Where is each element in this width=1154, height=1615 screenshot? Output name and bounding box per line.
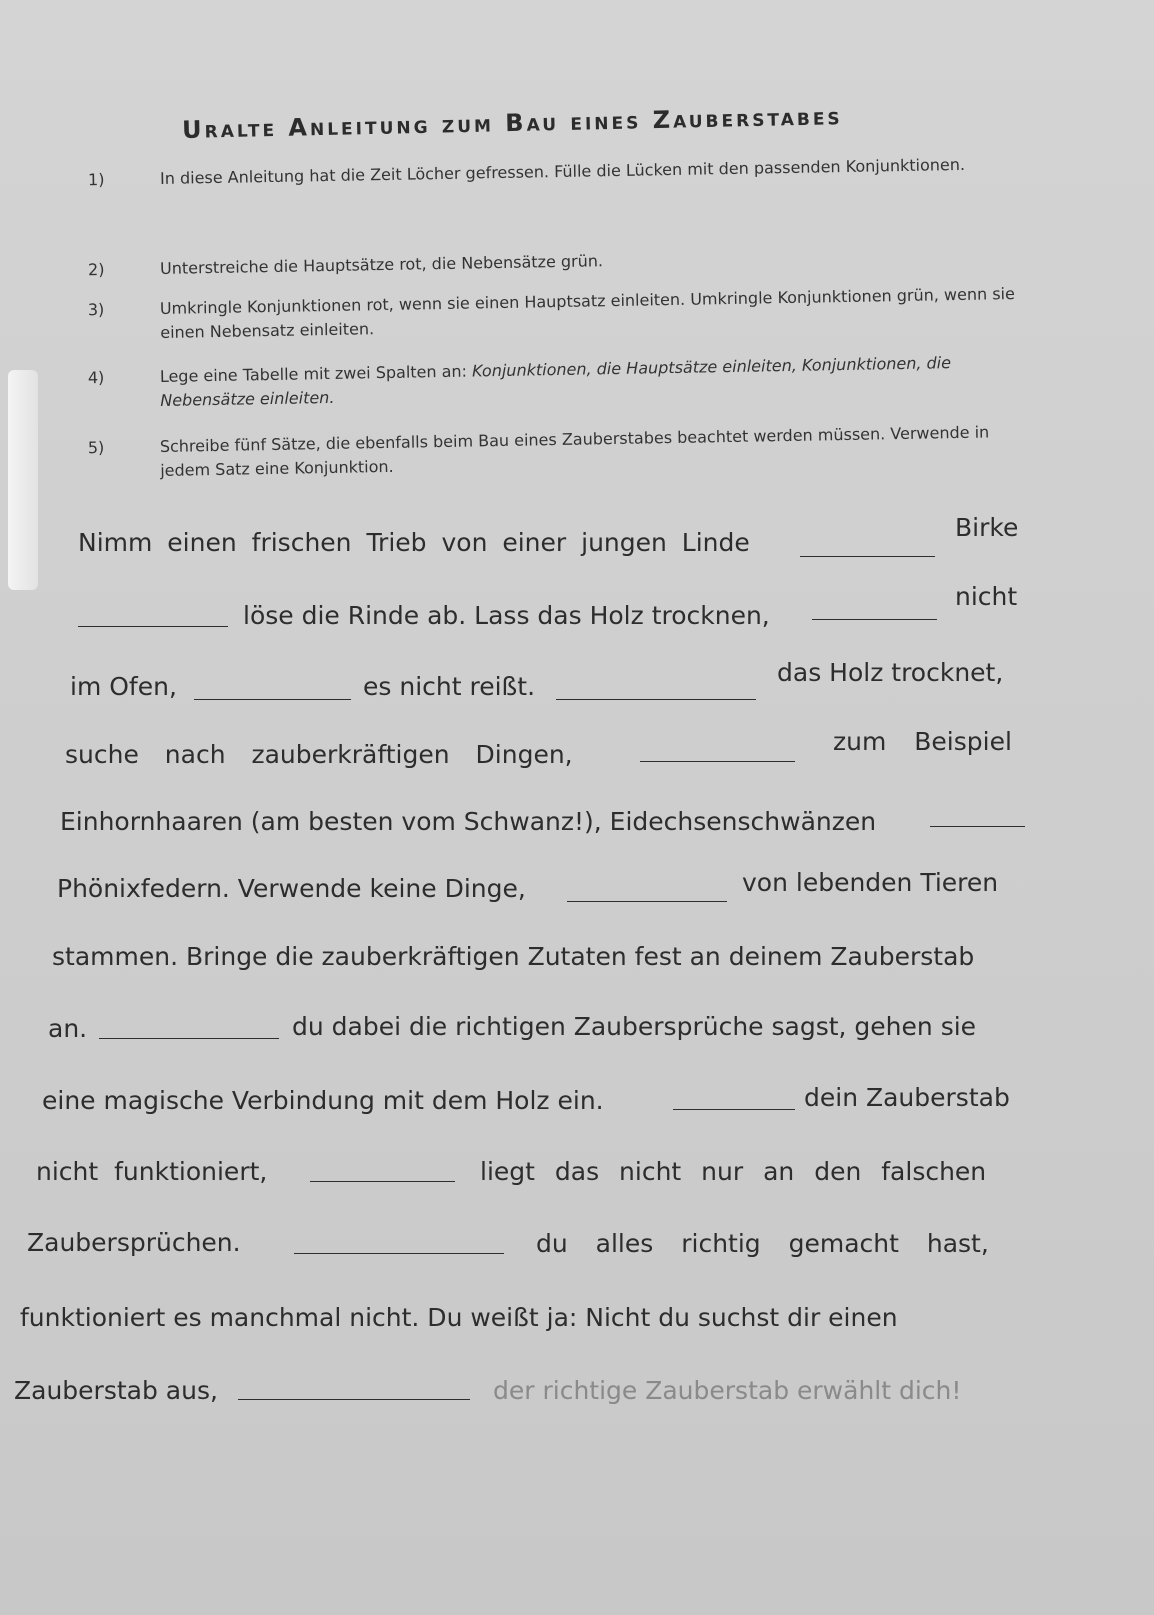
task-2	[88, 242, 1028, 282]
text-fragment: Zaubersprüchen.	[27, 1228, 241, 1257]
text-fragment: Nimm einen frischen Trieb von einer jungen Linde	[78, 528, 750, 557]
blank-9[interactable]	[99, 1037, 279, 1039]
text-fragment: Einhornhaaren (am besten vom Schwanz!), Eidechsenschwänzen	[60, 807, 877, 836]
task-number: 1)	[87, 169, 105, 190]
task-text: Umkringle Konjunktionen rot, wenn sie einen Hauptsatz einleiten. Umkringle Konjunktionen grün, wenn sie einen Nebensatz einleiten.	[159, 284, 1016, 342]
blank-10[interactable]	[673, 1108, 795, 1110]
blank-8[interactable]	[567, 900, 727, 902]
task-text-italic: Konjunktionen, die Hauptsätze einleiten, Konjunktionen, die Nebensätze einleiten.	[160, 353, 952, 410]
blank-4[interactable]	[194, 698, 351, 700]
text-fragment: von lebenden Tieren	[742, 868, 999, 897]
text-fragment: funktioniert es manchmal nicht. Du weißt ja: Nicht du suchst dir einen	[20, 1303, 898, 1332]
task-4	[88, 350, 1029, 414]
task-1	[88, 152, 1028, 192]
text-fragment: nicht funktioniert,	[36, 1157, 268, 1186]
text-fragment: Birke	[955, 513, 1019, 542]
cloze-line	[78, 528, 750, 557]
task-text: Unterstreiche die Hauptsätze rot, die Nebensätze grün.	[159, 251, 604, 278]
text-fragment: es nicht reißt.	[363, 672, 536, 701]
text-fragment: stammen. Bringe die zauberkräftigen Zutaten fest an deinem Zauberstab	[52, 942, 975, 971]
task-3	[88, 282, 1029, 346]
text-fragment: suche nach zauberkräftigen Dingen,	[65, 740, 573, 769]
blank-12[interactable]	[294, 1252, 504, 1254]
text-fragment: Zauberstab aus,	[14, 1376, 218, 1405]
text-fragment: eine magische Verbindung mit dem Holz ein.	[42, 1086, 604, 1115]
text-fragment: das Holz trocknet,	[777, 658, 1004, 687]
blank-2[interactable]	[78, 625, 228, 627]
blank-3[interactable]	[812, 618, 937, 620]
text-fragment: der richtige Zauberstab erwählt dich!	[493, 1376, 962, 1405]
text-fragment: an.	[48, 1014, 88, 1043]
text-fragment: löse die Rinde ab. Lass das Holz trocknen,	[243, 601, 770, 630]
text-fragment: nicht	[955, 582, 1018, 611]
text-fragment: dein Zauberstab	[804, 1083, 1010, 1112]
worksheet-title: Uralte Anleitung zum Bau eines Zauberstabes	[181, 102, 843, 144]
text-fragment: du dabei die richtigen Zaubersprüche sagst, gehen sie	[292, 1012, 977, 1041]
task-number: 2)	[87, 259, 105, 280]
text-fragment: Phönixfedern. Verwende keine Dinge,	[57, 874, 526, 903]
task-text: Schreibe fünf Sätze, die ebenfalls beim Bau eines Zauberstabes beachtet werden müssen. Verwende in jedem Satz eine Konjunktion.	[159, 422, 990, 480]
page-edge-shadow	[8, 370, 38, 590]
task-number: 3)	[87, 299, 105, 320]
blank-11[interactable]	[310, 1180, 455, 1182]
text-fragment: liegt das nicht nur an den falschen	[480, 1157, 987, 1186]
blank-13[interactable]	[238, 1398, 470, 1400]
text-fragment: zum Beispiel	[833, 727, 1012, 756]
task-5	[88, 420, 1029, 484]
blank-1[interactable]	[800, 555, 935, 557]
text-fragment: du alles richtig gemacht hast,	[536, 1229, 989, 1258]
task-text: In diese Anleitung hat die Zeit Löcher gefressen. Fülle die Lücken mit den passenden Konjunktionen.	[159, 154, 966, 188]
text-fragment: im Ofen,	[70, 672, 177, 701]
task-text-plain: Lege eine Tabelle mit zwei Spalten an:	[159, 361, 473, 386]
blank-6[interactable]	[640, 760, 795, 762]
blank-7[interactable]	[930, 825, 1025, 827]
blank-5[interactable]	[556, 698, 756, 700]
task-number: 5)	[87, 437, 105, 458]
task-text	[160, 350, 1029, 413]
task-number: 4)	[87, 367, 105, 388]
